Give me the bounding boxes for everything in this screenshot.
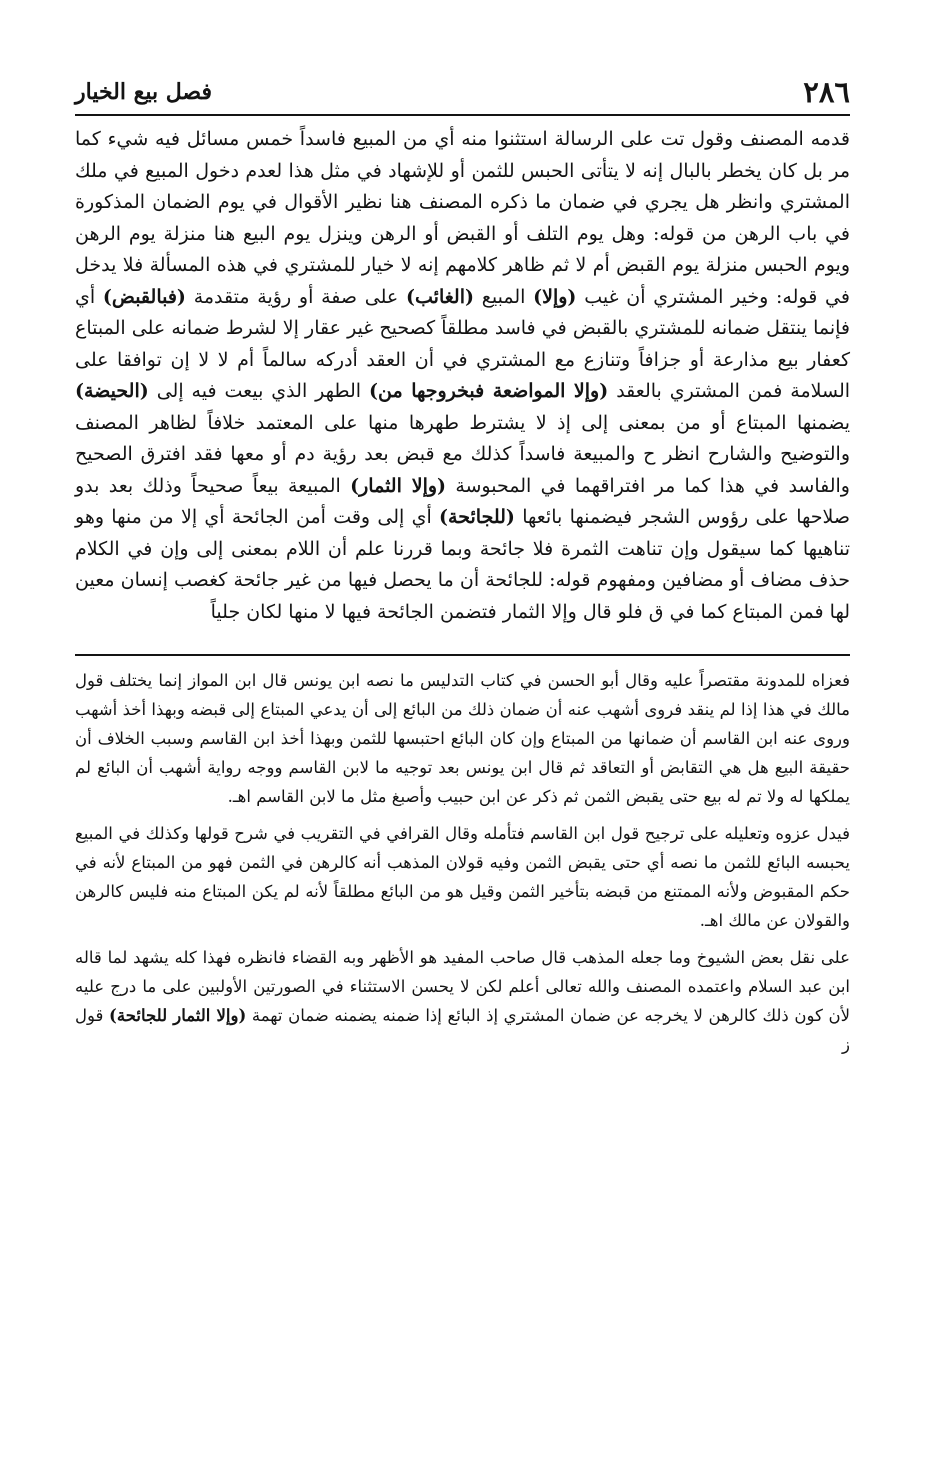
footnote-paragraph: فعزاه للمدونة مقتصراً عليه وقال أبو الحسن في كتاب التدليس ما نصه ابن يونس قال ابن المواز إنما يختلف قول مالك في هذا إذا لم ينقد فروى أشهب عنه أن ضمان ذلك من البائع إلى أن يدعي المبتاع إلى قبضه وبهذا أخذ أشهب وروى عنه ابن القاسم أن ضمانها من المبتاع وإن كان البائع احتبسها للثمن وبهذا أخذ ابن القاسم وسبب الخلاف أن حقيقة البيع هل هي التقابض أو التعاقد ثم قال ابن يونس بعد توجيه ما لابن القاسم ووجه رواية أشهب أن البائع لم يملكها له ولا تم له بيع حتى يقبض الثمن ثم ذكر عن ابن حبيب وأصبغ مثل ما لابن القاسم اهـ. — [75, 671, 850, 806]
text-segment: المبيعة بيعاً صحيحاً وذلك بعد بدو صلاحها على رؤوس الشجر فيضمنها بائعها — [75, 474, 851, 528]
text-segment: قول ز — [75, 1006, 850, 1054]
matn-keyword: (وإلا) — [533, 285, 577, 308]
running-header — [75, 70, 850, 116]
text-segment: على صفة أو رؤية متقدمة — [193, 285, 399, 308]
page-number: ٢٨٦ — [803, 75, 850, 109]
chapter-title: فصل بيع الخيار — [75, 79, 213, 105]
text-segment: يضمنها المبتاع أو من بمعنى إلى إذ لا يشترط طهرها منها على المعتمد خلافاً لظاهر المصنف والتوضيح والشارح انظر ح والمبيعة فاسداً كذلك مع قبض بعد رؤية دم أو معها فقد افترق الصحيح والفاسد في هذا كما مر افتراقهما في المحبوسة — [75, 411, 850, 497]
text-segment: أي إلى وقت أمن الجائحة أي إلا من منها وهو تناهيها كما سيقول وإن تناهت الثمرة فلا جائحة وبما قررنا علم أن اللام بمعنى إلى وإن في الكلام حذف مضاف أو مضافين ومفهوم قوله: للجائحة أن ما يحصل فيها من غير جائحة كغصب إنسان معين لها فمن المبتاع كما في ق فلو قال وإلا الثمار فتضمن الجائحة فيها لا منها لكان جلياً — [75, 506, 850, 623]
text-segment: المبيع — [481, 285, 526, 308]
matn-keyword: (وإلا المواضعة فبخروجها من) — [369, 380, 609, 402]
matn-keyword: (فبالقبض) — [102, 285, 186, 308]
matn-keyword: (وإلا الثمار) — [350, 474, 447, 497]
footnote-paragraph — [75, 943, 850, 1059]
footnote-paragraph: فيدل عزوه وتعليله على ترجيح قول ابن القاسم فتأمله وقال القرافي في التقريب في شرح قولها وكذلك في المبيع يحبسه البائع للثمن ما نصه أي حتى يقبض الثمن وفيه قولان المذهب أنه كالرهن في الثمن فهو من المبتاع لأنه في حكم المقبوض ولأنه الممتنع من قبضه بتأخير الثمن وقيل هو من البائع مطلقاً لأنه لم يكن المبتاع منه فليس كالرهن والقولان عن مالك اهـ. — [75, 824, 850, 930]
footnote-separator — [75, 654, 850, 656]
matn-keyword: (وإلا الثمار للجائحة) — [109, 1006, 247, 1025]
text-segment: على نقل بعض الشيوخ وما جعله المذهب قال صاحب المفيد هو الأظهر وبه القضاء فانظره فهذا كله يشهد لما قاله ابن عبد السلام واعتمده المصنف والله تعالى أعلم لكن لا يحسن الاستثناء في الصورتين الأولبين على ما درج عليه لأن كون ذلك كالرهن لا يخرجه عن ضمان المشتري إذ البائع إذا ضمنه يضمنه ضمان تهمة — [75, 948, 851, 1025]
matn-keyword: (للجائحة) — [439, 506, 515, 528]
matn-keyword: (الغائب) — [406, 285, 474, 308]
text-segment: أي فإنما ينتقل ضمانه للمشتري بالقبض في فاسد مطلقاً كصحيح غير عقار إلا لشرط ضمانه على المبتاع كعفار بيع مذارعة أو جزافاً وتنازع مع المشتري في أن العقد أدركه سالماً أم لا لا إن توافقا على السلامة فمن المشتري بالعقد — [75, 285, 851, 402]
matn-keyword: (الحيضة) — [75, 380, 149, 402]
text-segment: قدمه المصنف وقول تت على الرسالة استثنوا منه أي من المبيع فاسداً خمس مسائل فيه شيء كما مر بل كان يخطر بالبال إنه لا يتأتى الحبس للثمن أو للإشهاد في مثل هذا لعدم دخول المبيع في ملك المشتري وانظر هل يجري في ضمان ما ذكره المصنف هنا نظير الأقوال في يوم الضمان المذكورة في باب الرهن من قوله: وهل يوم التلف أو القبض أو الرهن وينزل يوم البيع هنا منزلة يوم الرهن ويوم الحبس منزلة يوم القبض أم لا ثم ظاهر كلامهم إنه لا خيار للمشتري في هذه المسألة فلا يدخل في قوله: وخير المشتري أن غيب — [75, 128, 850, 308]
text-segment: الطهر الذي بيعت فيه إلى — [156, 380, 362, 402]
main-text — [75, 124, 850, 628]
page — [75, 70, 850, 1067]
